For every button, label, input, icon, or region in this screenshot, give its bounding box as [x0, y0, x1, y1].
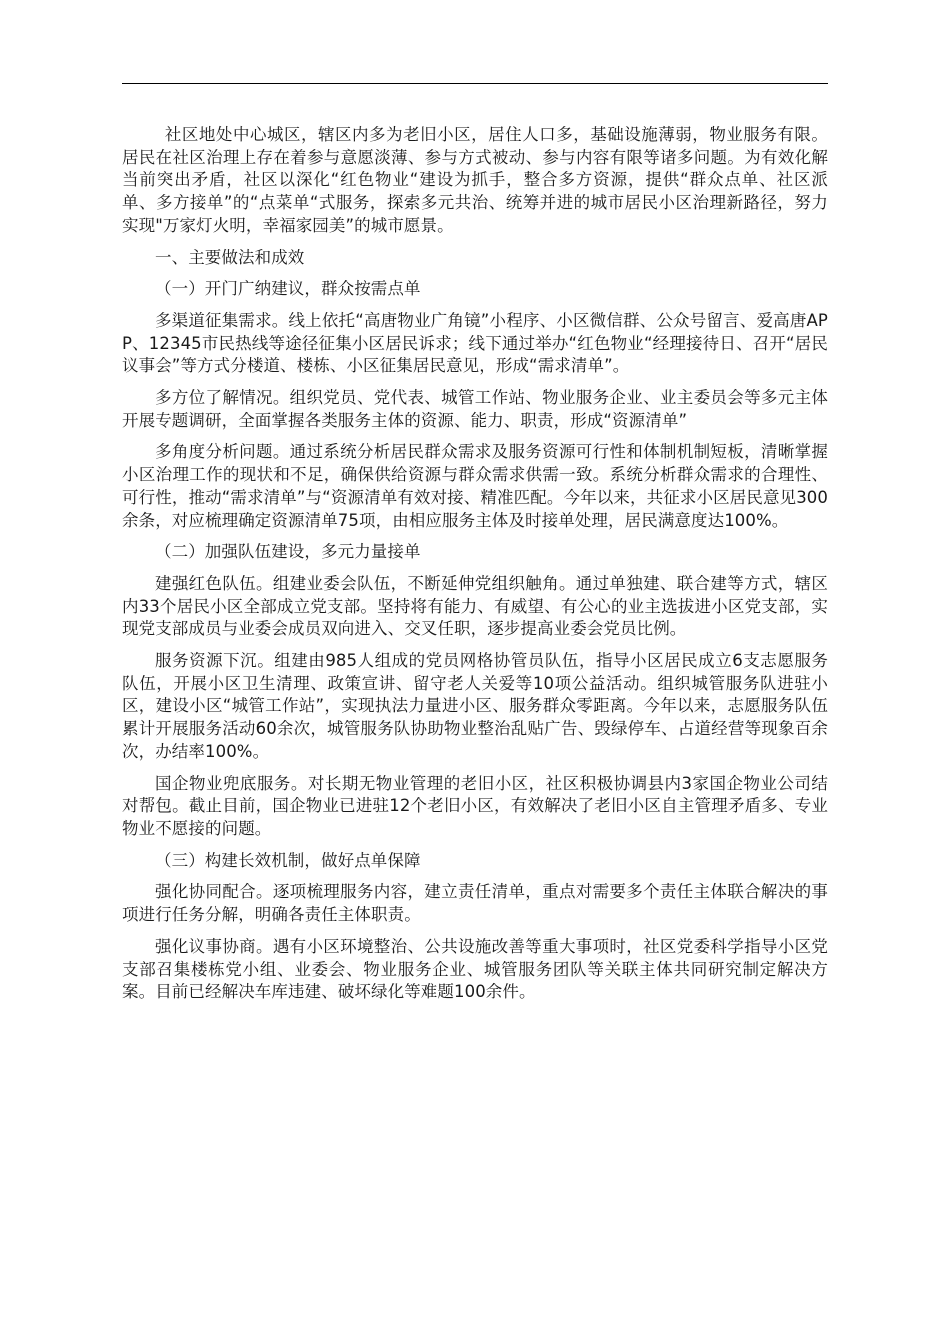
body-paragraph: 强化协同配合。逐项梳理服务内容，建立责任清单，重点对需要多个责任主体联合解决的事项进行任务分解，明确各责任主体职责。 [122, 882, 828, 925]
body-paragraph: 国企物业兜底服务。对长期无物业管理的老旧小区，社区积极协调县内3家国企物业公司结对帮包。截止目前，国企物业已进驻12个老旧小区，有效解决了老旧小区自主管理矛盾多、专业物业不愿接的问题。 [122, 773, 828, 838]
document-body [122, 124, 828, 1013]
body-paragraph: 多渠道征集需求。线上依托“高唐物业广角镜”小程序、小区微信群、公众号留言、爱高唐APP、12345市民热线等途径征集小区居民诉求；线下通过举办“红色物业“经理接待日、召开“居民议事会”等方式分楼道、楼栋、小区征集居民意见，形成“需求清单”。 [122, 310, 828, 376]
body-paragraph: 服务资源下沉。组建由985人组成的党员网格协管员队伍，指导小区居民成立6支志愿服务队伍，开展小区卫生清理、政策宣讲、留守老人关爱等10项公益活动。组织城管服务队进驻小区，建设小区“城管工作站”，实现执法力量进小区、服务群众零距离。今年以来，志愿服务队伍累计开展服务活动60余次，城管服务队协助物业整治乱贴广告、毁绿停车、占道经营等现象百余次，办结率100%。 [122, 651, 828, 761]
header-divider [122, 83, 828, 84]
subsection-heading: （二）加强队伍建设，多元力量接单 [155, 542, 421, 562]
subsection-heading: （三）构建长效机制，做好点单保障 [155, 850, 421, 870]
body-paragraph: 多方位了解情况。组织党员、党代表、城管工作站、物业服务企业、业主委员会等多元主体开展专题调研，全面掌握各类服务主体的资源、能力、职责，形成“资源清单” [122, 388, 828, 430]
intro-paragraph: 社区地处中心城区，辖区内多为老旧小区，居住人口多，基础设施薄弱，物业服务有限。居民在社区治理上存在着参与意愿淡薄、参与方式被动、参与内容有限等诸多问题。为有效化解当前突出矛盾，社区以深化“红色物业“建设为抓手，整合多方资源，提供“群众点单、社区派单、多方接单”的“点菜单“式服务，探索多元共治、统筹并进的城市居民小区治理新路径，努力实现"万家灯火明，幸福家园美”的城市愿景。 [122, 125, 828, 235]
body-paragraph: 建强红色队伍。组建业委会队伍，不断延伸党组织触角。通过单独建、联合建等方式，辖区内33个居民小区全部成立党支部。坚持将有能力、有威望、有公心的业主选拔进小区党支部，实现党支部成员与业委会成员双向进入、交叉任职，逐步提高业委会党员比例。 [122, 573, 828, 639]
body-paragraph: 多角度分析问题。通过系统分析居民群众需求及服务资源可行性和体制机制短板，清晰掌握小区治理工作的现状和不足，确保供给资源与群众需求供需一致。系统分析群众需求的合理性、可行性，推动“需求清单”与“资源清单有效对接、精准匹配。今年以来，共征求小区居民意见300余条，对应梳理确定资源清单75项，由相应服务主体及时接单处理，居民满意度达100%。 [122, 442, 828, 530]
section-heading: 一、主要做法和成效 [155, 247, 305, 267]
body-paragraph: 强化议事协商。遇有小区环境整治、公共设施改善等重大事项时，社区党委科学指导小区党支部召集楼栋党小组、业委会、物业服务企业、城管服务团队等关联主体共同研究制定解决方案。目前已经解决车库违建、破坏绿化等难题100余件。 [122, 936, 828, 1002]
subsection-heading: （一）开门广纳建议，群众按需点单 [155, 279, 421, 299]
